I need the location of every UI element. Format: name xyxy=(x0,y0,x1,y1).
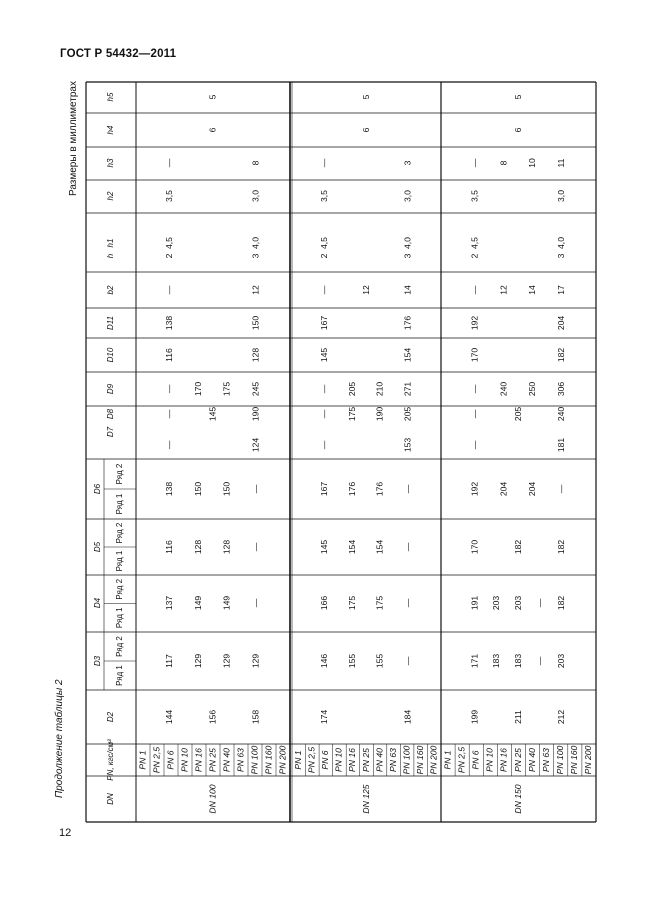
header-h1: h1 xyxy=(106,238,116,248)
dn-label: DN 125 xyxy=(360,784,371,814)
pn-label: PN 200 xyxy=(428,745,439,775)
pn-label: PN 16 xyxy=(347,748,358,772)
cell-d3: 129 xyxy=(221,653,232,669)
cell-d4: — xyxy=(250,598,261,608)
pn-label: PN 40 xyxy=(526,748,537,772)
cell-h: 3 xyxy=(250,253,261,259)
header-d5-ryad1: Ряд 1 xyxy=(115,550,125,572)
cell-d9: — xyxy=(319,384,330,394)
cell-d7: — xyxy=(164,440,175,450)
cell-d5: 145 xyxy=(319,539,330,555)
cell-h3: — xyxy=(164,158,175,168)
table-continuation-note: Продолжение таблицы 2 xyxy=(54,679,65,798)
cell-d6: — xyxy=(250,484,261,494)
cell-h2: 3,5 xyxy=(164,190,175,202)
cell-d8: 175 xyxy=(346,406,357,422)
cell-d6: 176 xyxy=(346,481,357,497)
cell-h3: 10 xyxy=(527,158,538,168)
cell-h2: 3,0 xyxy=(402,190,413,202)
cell-d9: 240 xyxy=(498,381,509,397)
cell-d7: 181 xyxy=(556,437,567,453)
cell-d7: 153 xyxy=(402,437,413,453)
cell-d3: 146 xyxy=(319,653,330,669)
cell-d5: 170 xyxy=(469,539,480,555)
cell-d2: 199 xyxy=(469,709,480,725)
cell-d3: 155 xyxy=(346,653,357,669)
cell-d5: 128 xyxy=(221,539,232,555)
cell-h4: 6 xyxy=(512,127,523,133)
cell-d7: — xyxy=(319,440,330,450)
header-d9: D9 xyxy=(106,383,116,395)
cell-d2: 156 xyxy=(207,709,218,725)
cell-h3: — xyxy=(469,158,480,168)
cell-d8: 240 xyxy=(556,406,567,422)
cell-h5: 5 xyxy=(512,94,523,100)
cell-d6: 167 xyxy=(319,481,330,497)
cell-h3: 3 xyxy=(402,160,413,166)
cell-d11: 192 xyxy=(469,315,480,331)
pn-label: PN 10 xyxy=(333,748,344,772)
cell-d6: 192 xyxy=(469,481,480,497)
pn-label: PN 100 xyxy=(555,745,566,775)
cell-h2: 3,5 xyxy=(319,190,330,202)
pn-label: PN 1 xyxy=(293,750,304,770)
cell-h4: 6 xyxy=(360,127,371,133)
cell-d3: 155 xyxy=(374,653,385,669)
document-header: ГОСТ Р 54432—2011 xyxy=(60,48,177,60)
cell-d9: 175 xyxy=(221,381,232,397)
cell-d8: 190 xyxy=(250,406,261,422)
cell-d8: 145 xyxy=(207,406,218,422)
cell-d5: 116 xyxy=(164,540,175,554)
cell-d9: — xyxy=(469,384,480,394)
cell-d11: 176 xyxy=(402,315,413,331)
cell-h3: 8 xyxy=(250,160,261,166)
pn-label: PN 2,5 xyxy=(151,746,162,774)
header-h2: h2 xyxy=(106,191,116,201)
cell-d11: 204 xyxy=(556,315,567,331)
cell-h2: 3,5 xyxy=(469,190,480,202)
cell-d6: — xyxy=(402,484,413,494)
cell-d5: — xyxy=(250,542,261,552)
pn-label: PN 25 xyxy=(207,748,218,772)
cell-b2: — xyxy=(469,285,480,295)
cell-h: 2 xyxy=(164,253,175,259)
dn-label: DN 100 xyxy=(207,784,218,814)
cell-d10: 145 xyxy=(319,347,330,363)
header-d5: D5 xyxy=(93,541,103,553)
cell-d6: 150 xyxy=(192,481,203,497)
cell-d8: 190 xyxy=(374,406,385,422)
cell-d10: 128 xyxy=(250,347,261,363)
pn-label: PN 200 xyxy=(583,745,594,775)
cell-h1: 4,0 xyxy=(556,237,567,249)
cell-d11: 150 xyxy=(250,315,261,331)
header-d7: D7 xyxy=(106,426,116,438)
cell-d4: — xyxy=(534,598,545,608)
pn-label: PN 2,5 xyxy=(306,746,317,774)
cell-d10: 154 xyxy=(402,347,413,363)
dn-label: DN 150 xyxy=(512,784,523,814)
cell-d7: — xyxy=(469,440,480,450)
cell-d3: — xyxy=(402,656,413,666)
cell-h5: 5 xyxy=(207,94,218,100)
header-d3-ryad1: Ряд 1 xyxy=(115,665,125,686)
cell-h3: 8 xyxy=(498,160,509,166)
header-d11: D11 xyxy=(106,315,116,331)
cell-d8: 205 xyxy=(512,406,523,422)
cell-h: 2 xyxy=(469,253,480,259)
cell-d11: 138 xyxy=(164,315,175,331)
cell-d3: 183 xyxy=(491,653,502,669)
header-d4-ryad1: Ряд 1 xyxy=(115,607,125,629)
cell-d3: 129 xyxy=(250,653,261,669)
pn-label: PN 6 xyxy=(165,750,176,770)
cell-h1: 4,0 xyxy=(402,237,413,249)
cell-d2: 144 xyxy=(164,709,175,725)
cell-d4: 166 xyxy=(319,595,330,611)
cell-d4: 137 xyxy=(164,595,175,611)
cell-b2: 14 xyxy=(402,285,413,295)
header-d6: D6 xyxy=(93,483,103,495)
cell-d10: 182 xyxy=(556,347,567,363)
cell-h5: 5 xyxy=(360,94,371,100)
cell-d4: 182 xyxy=(556,595,567,611)
cell-d2: 158 xyxy=(250,709,261,725)
cell-h1: 4,5 xyxy=(319,237,330,249)
pn-label: PN 16 xyxy=(498,748,509,772)
cell-h2: 3,0 xyxy=(556,190,567,202)
header-b2: b2 xyxy=(106,285,116,295)
pn-label: PN 63 xyxy=(540,748,551,772)
header-dn: DN xyxy=(106,793,116,805)
cell-d3: 183 xyxy=(512,653,523,669)
cell-h4: 6 xyxy=(207,127,218,133)
pn-label: PN 10 xyxy=(179,748,190,772)
cell-d9: — xyxy=(164,384,175,394)
cell-d4: — xyxy=(402,598,413,608)
pn-label: PN 160 xyxy=(569,745,580,775)
cell-b2: 12 xyxy=(360,285,371,295)
cell-d5: 182 xyxy=(512,539,523,555)
pn-label: PN 25 xyxy=(360,748,371,772)
pn-label: PN 1 xyxy=(442,750,453,770)
pn-label: PN 40 xyxy=(374,748,385,772)
cell-d3: 129 xyxy=(192,653,203,669)
cell-d4: 149 xyxy=(221,595,232,611)
pn-label: PN 16 xyxy=(193,748,204,772)
header-d2: D2 xyxy=(106,711,116,723)
cell-d3: — xyxy=(534,656,545,666)
header-d3: D3 xyxy=(93,655,103,667)
cell-h3: 11 xyxy=(556,158,567,168)
cell-d3: 203 xyxy=(556,653,567,669)
cell-d10: 116 xyxy=(164,348,175,362)
header-d4: D4 xyxy=(93,597,103,609)
pn-label: PN 10 xyxy=(484,748,495,772)
cell-d5: — xyxy=(402,542,413,552)
cell-h2: 3,0 xyxy=(250,190,261,202)
pn-label: PN 160 xyxy=(263,745,274,775)
cell-h3: — xyxy=(319,158,330,168)
cell-d9: 306 xyxy=(556,381,567,397)
pn-label: PN 6 xyxy=(470,750,481,770)
cell-h1: 4,5 xyxy=(469,237,480,249)
header-pn: PN, кгс/см² xyxy=(106,739,116,781)
cell-d3: 171 xyxy=(469,653,480,669)
pn-label: PN 200 xyxy=(277,745,288,775)
header-d6-ryad1: Ряд 1 xyxy=(115,493,125,515)
units-note: Размеры в миллиметрах xyxy=(68,81,79,196)
cell-d5: 154 xyxy=(374,539,385,555)
cell-h: 3 xyxy=(556,253,567,259)
cell-d9: 210 xyxy=(374,381,385,397)
pn-label: PN 160 xyxy=(414,745,425,775)
cell-d3: 117 xyxy=(164,654,175,668)
cell-d5: 128 xyxy=(192,539,203,555)
pn-label: PN 6 xyxy=(320,750,331,770)
cell-d6: — xyxy=(556,484,567,494)
cell-b2: — xyxy=(164,285,175,295)
header-h: h xyxy=(106,253,116,259)
cell-b2: — xyxy=(319,285,330,295)
cell-d9: 205 xyxy=(346,381,357,397)
header-d6-ryad2: Ряд 2 xyxy=(115,463,125,485)
pn-label: PN 100 xyxy=(249,745,260,775)
cell-d6: 150 xyxy=(221,481,232,497)
cell-d5: 182 xyxy=(556,539,567,555)
cell-d6: 176 xyxy=(374,481,385,497)
cell-d9: 271 xyxy=(402,381,413,397)
cell-d8: — xyxy=(319,409,330,419)
cell-d4: 203 xyxy=(512,595,523,611)
header-h5: h5 xyxy=(106,92,116,102)
cell-d4: 191 xyxy=(469,595,480,611)
cell-d4: 175 xyxy=(374,595,385,611)
cell-d11: 167 xyxy=(319,315,330,331)
header-d4-ryad2: Ряд 2 xyxy=(115,578,125,600)
pn-label: PN 63 xyxy=(235,748,246,772)
cell-b2: 12 xyxy=(250,285,261,295)
cell-b2: 14 xyxy=(527,285,538,295)
cell-b2: 12 xyxy=(498,285,509,295)
header-d8: D8 xyxy=(106,408,116,420)
cell-h1: 4,0 xyxy=(250,237,261,249)
cell-d4: 175 xyxy=(346,595,357,611)
header-h4: h4 xyxy=(106,125,116,135)
cell-d10: 170 xyxy=(469,347,480,363)
cell-h: 2 xyxy=(319,253,330,259)
page-number: 12 xyxy=(59,827,72,839)
header-d10: D10 xyxy=(106,347,116,363)
cell-d2: 184 xyxy=(402,709,413,725)
pn-label: PN 25 xyxy=(512,748,523,772)
cell-d2: 212 xyxy=(556,709,567,725)
cell-d2: 211 xyxy=(512,710,523,724)
cell-d9: 170 xyxy=(192,381,203,397)
cell-d7: 124 xyxy=(250,437,261,453)
pn-label: PN 40 xyxy=(221,748,232,772)
cell-d8: 205 xyxy=(402,406,413,422)
cell-d9: 245 xyxy=(250,381,261,397)
header-d5-ryad2: Ряд 2 xyxy=(115,522,125,544)
pn-label: PN 63 xyxy=(387,748,398,772)
cell-d2: 174 xyxy=(319,709,330,725)
pn-label: PN 1 xyxy=(137,750,148,770)
cell-b2: 17 xyxy=(556,285,567,295)
header-h3: h3 xyxy=(106,158,116,168)
pn-label: PN 100 xyxy=(401,745,412,775)
cell-d9: 250 xyxy=(527,381,538,397)
header-d3-ryad2: Ряд 2 xyxy=(115,636,125,657)
cell-d8: — xyxy=(164,409,175,419)
cell-d4: 203 xyxy=(491,595,502,611)
cell-d8: — xyxy=(469,409,480,419)
cell-d6: 204 xyxy=(527,481,538,497)
cell-d4: 149 xyxy=(192,595,203,611)
cell-d6: 138 xyxy=(164,481,175,497)
cell-d5: 154 xyxy=(346,539,357,555)
cell-h: 3 xyxy=(402,253,413,259)
cell-d6: 204 xyxy=(498,481,509,497)
pn-label: PN 2,5 xyxy=(456,746,467,774)
cell-h1: 4,5 xyxy=(164,237,175,249)
